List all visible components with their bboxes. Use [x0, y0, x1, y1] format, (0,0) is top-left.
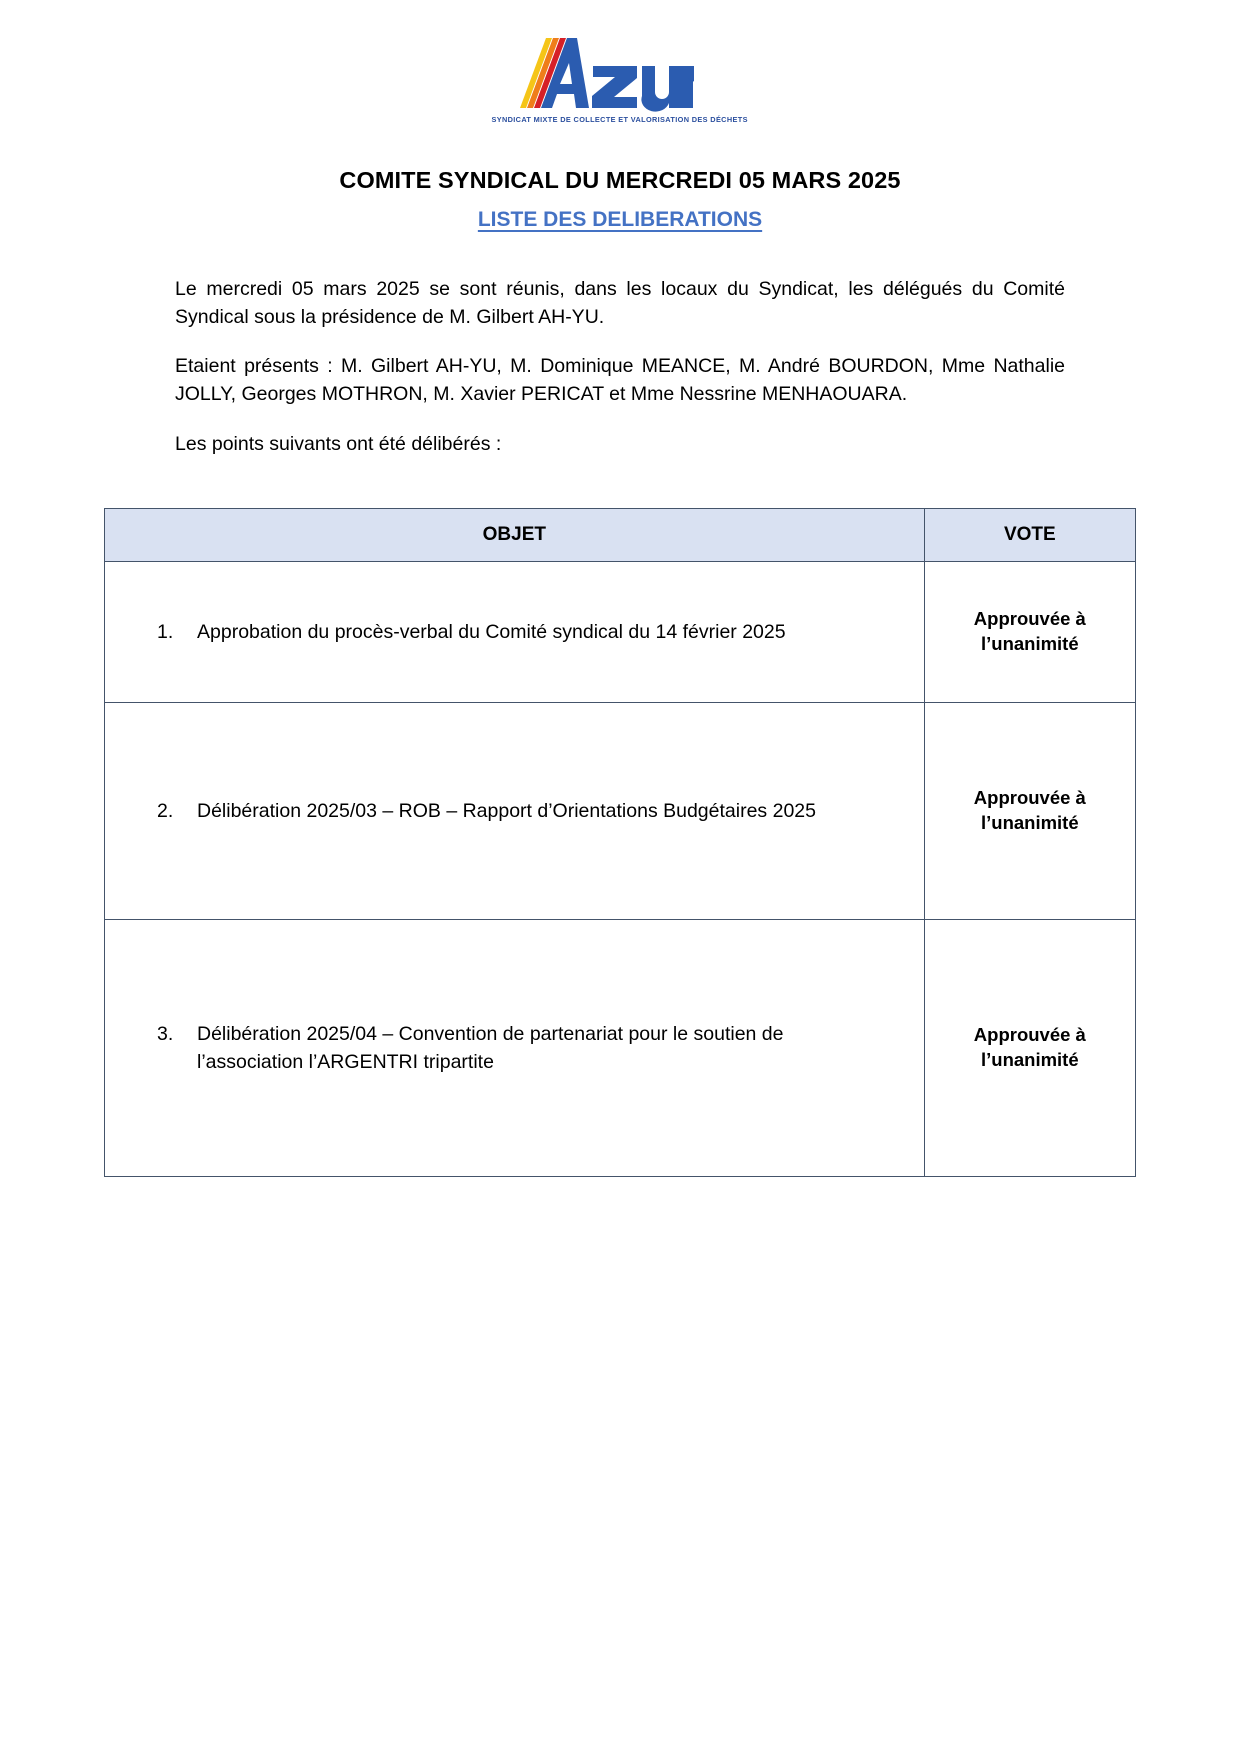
- table-body: [105, 562, 1136, 1177]
- body-text: [175, 232, 1065, 458]
- vote-line-1: Approuvée à: [973, 787, 1086, 809]
- cell-vote: [924, 920, 1135, 1177]
- azur-logo: [491, 36, 749, 124]
- azur-logo-icon: [494, 36, 694, 114]
- cell-objet: [105, 703, 925, 920]
- logo-tagline: SYNDICAT MIXTE DE COLLECTE ET VALORISATION DES DÉCHETS: [491, 115, 749, 124]
- vote-line-2: l’unanimité: [980, 812, 1079, 834]
- item-text: Approbation du procès-verbal du Comité syndical du 14 février 2025: [197, 621, 786, 644]
- item-text: Délibération 2025/04 – Convention de partenariat pour le soutien de l’association l’ARGENTRI tripartite: [197, 1023, 784, 1074]
- item-number: 2.: [157, 800, 174, 823]
- item-number: 1.: [157, 621, 174, 644]
- vote-line-2: l’unanimité: [980, 1049, 1079, 1071]
- table-row: [105, 703, 1136, 920]
- item-text: Délibération 2025/03 – ROB – Rapport d’Orientations Budgétaires 2025: [197, 800, 816, 823]
- cell-objet: [105, 920, 925, 1177]
- table-row: [105, 920, 1136, 1177]
- logo-block: [0, 0, 1240, 127]
- table-row: [105, 562, 1136, 703]
- table-header: [105, 509, 1136, 562]
- deliberations-table: [104, 508, 1136, 1177]
- paragraph-attendees: Etaient présents : M. Gilbert AH-YU, M. Dominique MEANCE, M. André BOURDON, Mme Nathalie JOLLY, Georges MOTHRON, M. Xavier PERICAT et Mme Nessrine MENHAOUARA.: [175, 355, 1065, 406]
- deliberations-table-wrapper: [104, 458, 1136, 1177]
- item-number: 3.: [157, 1023, 174, 1046]
- table-header-row: [105, 509, 1136, 562]
- page-title: COMITE SYNDICAL DU MERCREDI 05 MARS 2025: [339, 167, 901, 193]
- paragraph-attendance-intro: Le mercredi 05 mars 2025 se sont réunis, dans les locaux du Syndicat, les délégués du Comité Syndical sous la présidence de M. Gilbert AH-YU.: [175, 278, 1065, 328]
- cell-vote: [924, 562, 1135, 703]
- cell-objet: [105, 562, 925, 703]
- vote-line-1: Approuvée à: [973, 1024, 1086, 1046]
- column-header-objet: OBJET: [105, 509, 925, 562]
- page-subtitle: LISTE DES DELIBERATIONS: [477, 208, 763, 231]
- cell-vote: [924, 703, 1135, 920]
- column-header-vote: VOTE: [924, 509, 1135, 562]
- vote-line-2: l’unanimité: [980, 633, 1079, 655]
- vote-line-1: Approuvée à: [973, 608, 1086, 630]
- paragraph-points-intro: Les points suivants ont été délibérés :: [175, 432, 502, 455]
